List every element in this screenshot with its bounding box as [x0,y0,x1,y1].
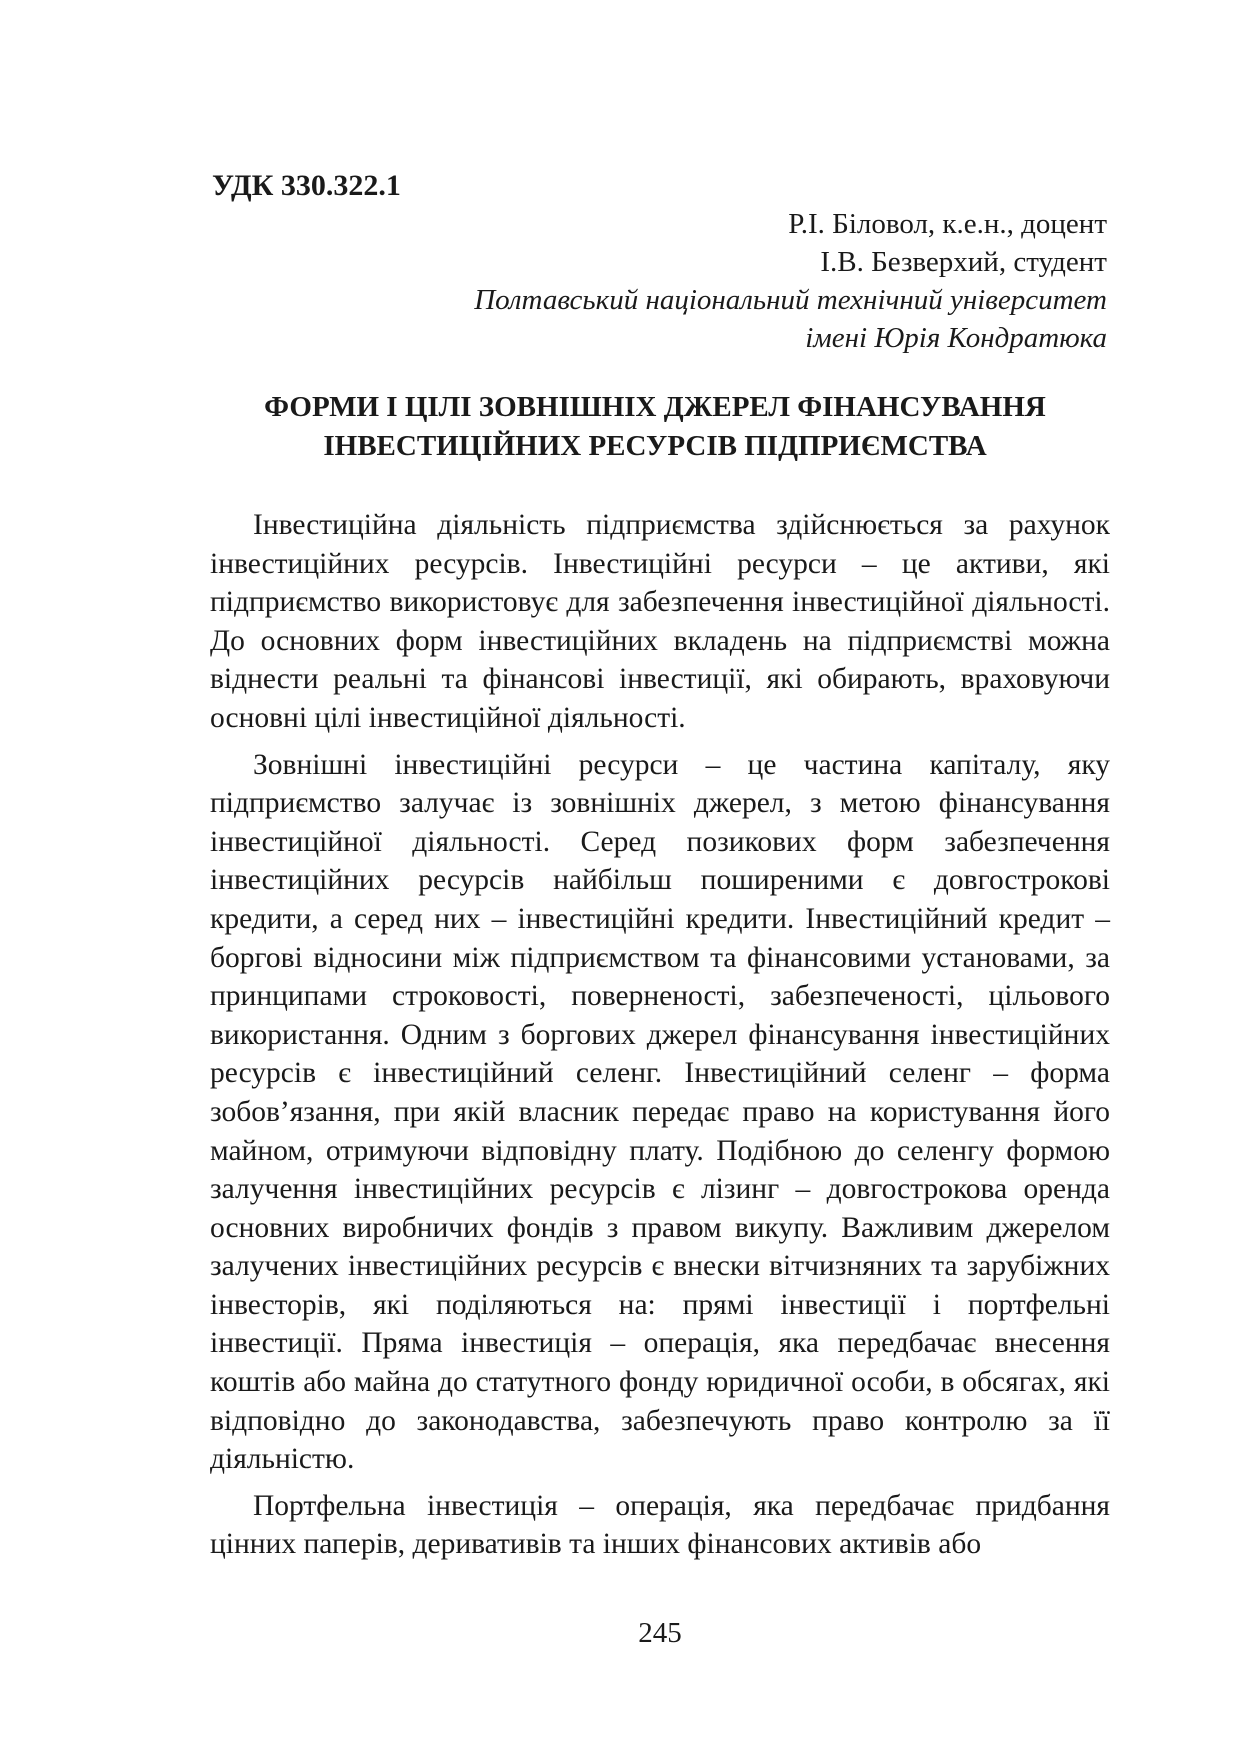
author-2: І.В. Безверхий, студент [820,246,1107,278]
article-title [200,388,1110,466]
institution-line-2: імені Юрія Кондратюка [805,322,1107,354]
author-1: Р.І. Біловол, к.е.н., доцент [788,208,1107,240]
article-title-line-1: ФОРМИ І ЦІЛІ ЗОВНІШНІХ ДЖЕРЕЛ ФІНАНСУВАННЯ [264,391,1046,423]
article-body [210,506,1110,1572]
page-number: 245 [638,1617,682,1649]
author-block [307,205,1107,357]
paragraph-1: Інвестиційна діяльність підприємства здійснюється за рахунок інвестиційних ресурсів. Інвестиційні ресурси – це активи, які підприємство використовує для забезпечення інвестиційної діяльності. До основних форм інвестиційних вкладень на підприємстві можна віднести реальні та фінансові інвестиції, які обирають, враховуючи основні цілі інвестиційної діяльності. [210,509,1110,734]
paragraph-3: Портфельна інвестиція – операція, яка передбачає придбання цінних паперів, деривативів та інших фінансових активів або [210,1489,1110,1561]
article-title-line-2: ІНВЕСТИЦІЙНИХ РЕСУРСІВ ПІДПРИЄМСТВА [323,430,987,462]
institution-line-1: Полтавський національний технічний університет [474,284,1107,316]
udc-code: УДК 330.322.1 [212,169,401,202]
paragraph-2: Зовнішні інвестиційні ресурси – це частина капіталу, яку підприємство залучає із зовнішніх джерел, з метою фінансування інвестиційної діяльності. Серед позикових форм забезпечення інвестиційних ресурсів найбільш поширеними є довгострокові кредити, а серед них – інвестиційні кредити. Інвестиційний кредит – боргові відносини між підприємством та фінансовими установами, за принципами строковості, поверненості, забезпеченості, цільового використання. Одним з боргових джерел фінансування інвестиційних ресурсів є інвестиційний селенг. Інвестиційний селенг – форма зобов’язання, при якій власник передає право на користування його майном, отримуючи відповідну плату. Подібною до селенгу формою залучення інвестиційних ресурсів є лізинг – довгострокова оренда основних виробничих фондів з правом викупу. Важливим джерелом залучених інвестиційних ресурсів є внески вітчизняних та зарубіжних інвесторів, які поділяються на: прямі інвестиції і портфельні інвестиції. Пряма інвестиція – операція, яка передбачає внесення коштів або майна до статутного фонду юридичної особи, в обсягах, які відповідно до законодавства, забезпечують право контролю за її діяльністю. [210,748,1110,1476]
